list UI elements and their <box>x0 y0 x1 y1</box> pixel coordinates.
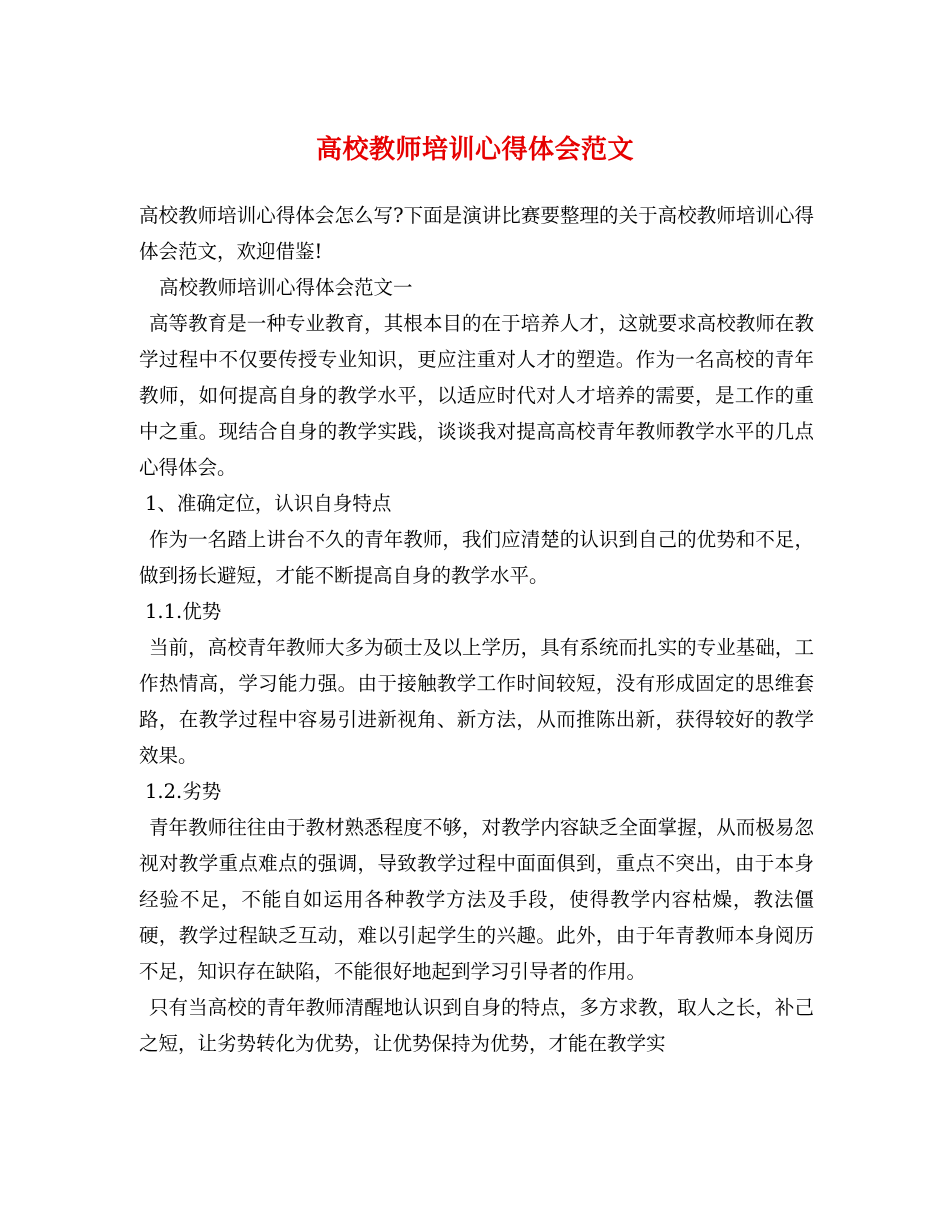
body-paragraph: 只有当高校的青年教师清醒地认识到自身的特点，多方求教，取人之长，补己之短，让劣势转化为优势，让优势保持为优势，才能在教学实 <box>139 996 814 1055</box>
section-heading-sample-one: 高校教师培训心得体会范文一 <box>159 276 413 299</box>
body-paragraph: 青年教师往往由于教材熟悉程度不够，对教学内容缺乏全面掌握，从而极易忽视对教学重点难点的强调，导致教学过程中面面俱到，重点不突出，由于本身经验不足，不能自如运用各种教学方法及手段，使得教学内容枯燥，教法僵硬，教学过程缺乏互动，难以引起学生的兴趣。此外，由于年青教师本身阅历不足，知识存在缺陷，不能很好地起到学习引导者的作用。 <box>139 816 814 983</box>
body-paragraph: 作为一名踏上讲台不久的青年教师，我们应清楚的认识到自己的优势和不足，做到扬长避短，才能不断提高自身的教学水平。 <box>139 528 814 587</box>
document-body <box>139 198 814 1062</box>
body-paragraph: 当前，高校青年教师大多为硕士及以上学历，具有系统而扎实的专业基础，工作热情高，学习能力强。由于接触教学工作时间较短，没有形成固定的思维套路，在教学过程中容易引进新视角、新方法，从而推陈出新，获得较好的教学效果。 <box>139 636 814 767</box>
body-paragraph: 高等教育是一种专业教育，其根本目的在于培养人才，这就要求高校教师在教学过程中不仅要传授专业知识，更应注重对人才的塑造。作为一名高校的青年教师，如何提高自身的教学水平，以适应时代对人才培养的需要，是工作的重中之重。现结合自身的教学实践，谈谈我对提高高校青年教师教学水平的几点心得体会。 <box>139 312 814 479</box>
section-heading-positioning: 1、准确定位，认识自身特点 <box>145 492 392 515</box>
document-title: 高校教师培训心得体会范文 <box>315 135 634 165</box>
subsection-heading-advantages: 1.1.优势 <box>145 600 222 623</box>
intro-paragraph: 高校教师培训心得体会怎么写?下面是演讲比赛要整理的关于高校教师培训心得体会范文，欢迎借鉴! <box>139 204 814 263</box>
subsection-heading-disadvantages: 1.2.劣势 <box>145 780 222 803</box>
